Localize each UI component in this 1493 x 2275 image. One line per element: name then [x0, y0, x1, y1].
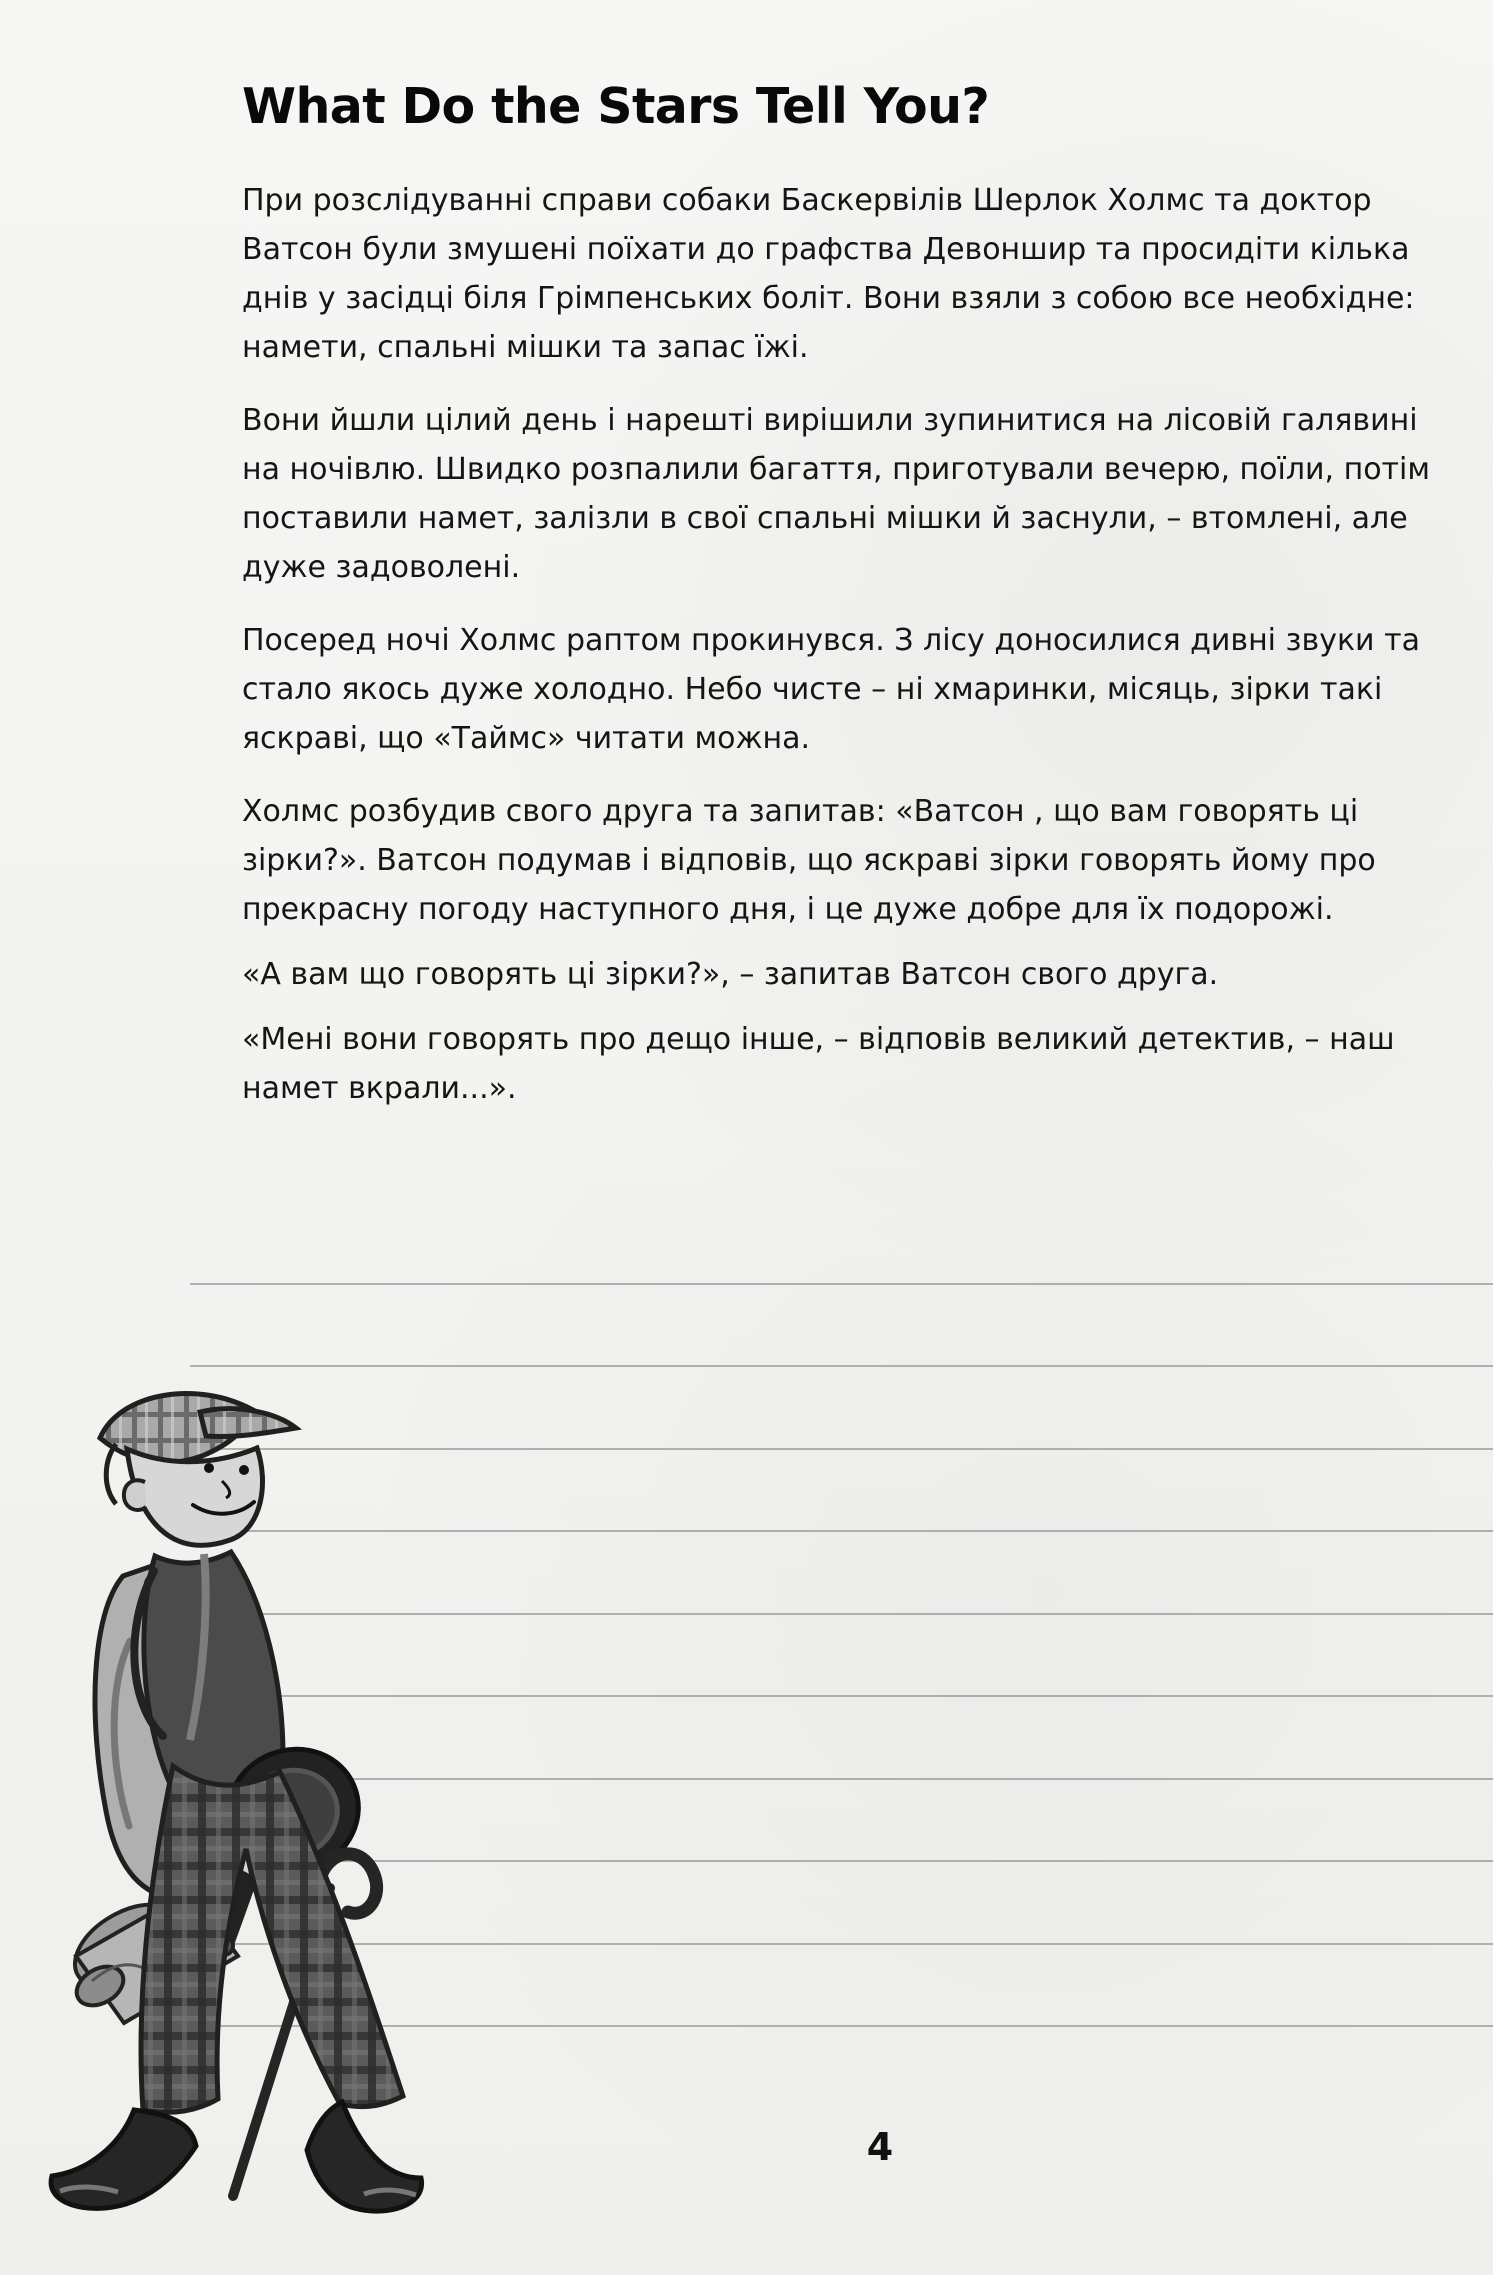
page-title: What Do the Stars Tell You? — [242, 78, 990, 135]
vest-and-body — [134, 1552, 283, 1790]
story-paragraph-6: «Мені вони говорять про дещо інше, – відповів великий детектив, – наш намет вкрали...». — [242, 1022, 1395, 1106]
detective-face — [124, 1448, 263, 1545]
writing-line — [190, 1283, 1493, 1285]
story-paragraph-2: Вони йшли цілий день і нарешті вирішили зупинитися на лісовій галявині на ночівлю. Швидко розпалили багаття, приготували вечерю, поїли, потім поставили намет, залізли в свої спальні мішки й заснули, – втомлені, але дуже задоволені. — [242, 403, 1431, 585]
detective-hiking-illustration — [28, 1386, 548, 2246]
story-text — [242, 176, 1452, 1106]
story-paragraph-1: При розслідуванні справи собаки Баскервілів Шерлок Холмс та доктор Ватсон були змушені поїхати до графства Девоншир та просидіти кілька днів у засідці біля Грімпенських боліт. Вони взяли з собою все необхідне: намети, спальні мішки та запас їжі. — [242, 183, 1415, 365]
story-paragraph-5: «А вам що говорять ці зірки?», – запитав Ватсон свого друга. — [242, 957, 1219, 992]
story-paragraph-3: Посеред ночі Холмс раптом прокинувся. З лісу доносилися дивні звуки та стало якось дуже холодно. Небо чисте – ні хмаринки, місяць, зірки такі яскраві, що «Таймс» читати можна. — [242, 623, 1420, 756]
page-number: 4 — [866, 2125, 894, 2169]
writing-line — [190, 1365, 1493, 1367]
story-paragraph-4: Холмс розбудив свого друга та запитав: «Ватсон , що вам говорять ці зірки?». Ватсон подумав і відповів, що яскраві зірки говорять йому про прекрасну погоду наступного дня, і це дуже добре для їх подорожі. — [242, 794, 1376, 927]
